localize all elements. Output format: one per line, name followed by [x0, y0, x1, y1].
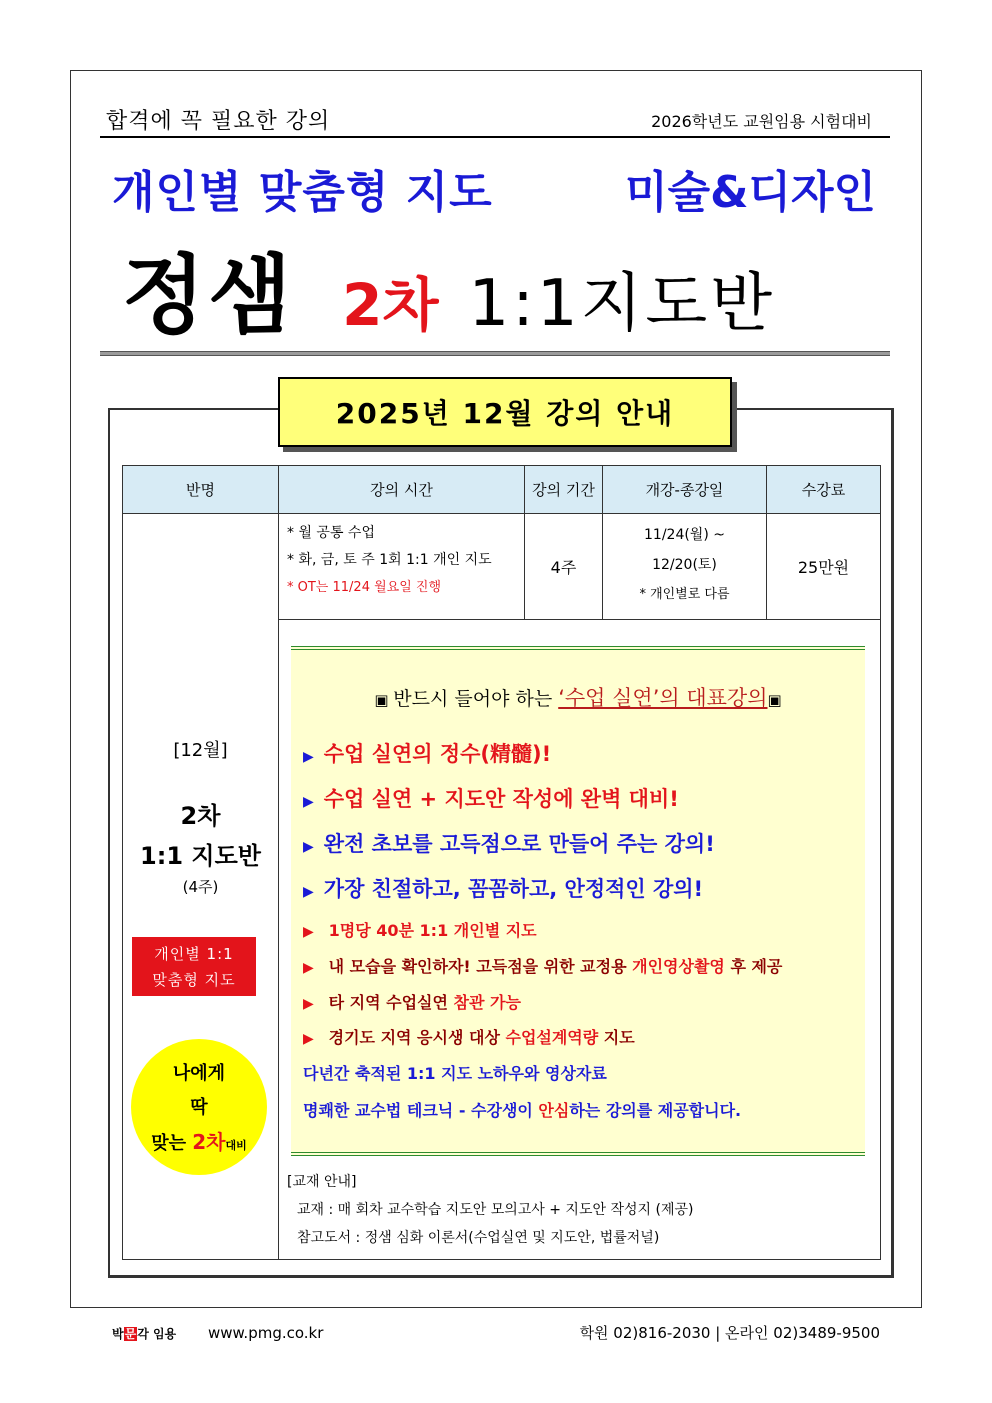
time-line-1: * 월 공통 수업 — [287, 525, 375, 541]
col-header-fee: 수강료 — [767, 466, 881, 514]
class-weeks: (4주) — [182, 878, 219, 896]
main-point-1: ▶ 수업 실연의 정수(精髓)! — [303, 742, 552, 766]
col-header-class: 반명 — [123, 466, 279, 514]
class-month: [12월] — [173, 740, 228, 761]
circle-text-a: 맞는 — [151, 1133, 193, 1154]
highlight-box — [291, 646, 865, 1156]
closing-line-2: 명쾌한 교수법 테크닉 - 수강생이 안심하는 강의를 제공합니다. — [303, 1101, 742, 1120]
circle-text-b: 2차 — [192, 1130, 226, 1154]
start-date: 11/24(월) ~ — [644, 527, 725, 543]
square-icon: ▣ — [374, 691, 394, 709]
col-header-date: 개강-종강일 — [603, 466, 767, 514]
arrow-icon: ▶ — [303, 996, 319, 1012]
circle-text-c: 대비 — [225, 1139, 247, 1152]
exam-year: 2026학년도 교원임용 시험대비 — [651, 112, 872, 131]
sub-point-4: ▶ 경기도 지역 응시생 대상 수업설계역량 지도 — [303, 1028, 635, 1047]
main-point-2: ▶ 수업 실연 + 지도안 작성에 완벽 대비! — [303, 787, 679, 811]
arrow-icon: ▶ — [303, 884, 314, 900]
title-sub: 1:1지도반 — [468, 267, 776, 341]
top-divider — [100, 136, 890, 138]
tagline: 합격에 꼭 필요한 강의 — [106, 109, 331, 134]
arrow-icon: ▶ — [303, 794, 314, 810]
fee-cell: 25만원 — [767, 514, 881, 620]
class-cell — [123, 514, 279, 1260]
textbook-info — [287, 1168, 693, 1252]
end-date: 12/20(토) — [652, 557, 717, 573]
arrow-icon: ▶ — [303, 924, 319, 940]
sub-point-3: ▶ 타 지역 수업실연 참관 가능 — [303, 993, 521, 1012]
square-icon: ▣ — [767, 691, 782, 709]
subtitle-right: 미술&디자인 — [625, 167, 876, 218]
textbook-heading: [교재 안내] — [287, 1174, 357, 1190]
badge-line-2: 맞춤형 지도 — [152, 971, 236, 989]
time-line-2: * 화, 금, 토 주 1회 1:1 개인 지도 — [287, 552, 492, 568]
sub-point-2: ▶ 내 모습을 확인하자! 고득점을 위한 교정용 개인영상촬영 후 제공 — [303, 957, 783, 976]
time-cell — [279, 514, 525, 620]
sub-point-1: ▶ 1명당 40분 1:1 개인별 지도 — [303, 921, 537, 940]
banner: 2025년 12월 강의 안내 — [278, 377, 732, 447]
main-point-3: ▶ 완전 초보를 고득점으로 만들어 주는 강의! — [303, 832, 715, 856]
textbook-item: 교재 : 매 회차 교수학습 지도안 모의고사 + 지도안 작성지 (제공) — [297, 1202, 694, 1218]
arrow-icon: ▶ — [303, 1031, 319, 1047]
date-note: * 개인별로 다름 — [639, 587, 730, 602]
arrow-icon: ▶ — [303, 839, 314, 855]
heading-text-b: ‘수업 실연’의 대표강의 — [558, 686, 768, 710]
class-round: 2차 — [180, 802, 221, 830]
subtitle-left: 개인별 맞춤형 지도 — [112, 167, 493, 218]
table-header-row — [123, 466, 881, 514]
footer-contact: 학원 02)816-2030 | 온라인 02)3489-9500 — [579, 1324, 880, 1342]
circle-line-3 — [131, 1125, 267, 1163]
class-name: 1:1 지도반 — [140, 842, 261, 870]
circle-line-2: 딱 — [190, 1097, 208, 1118]
arrow-icon: ▶ — [303, 960, 319, 976]
closing-line-1: 다년간 축적된 1:1 지도 노하우와 영상자료 — [303, 1064, 607, 1083]
period-cell: 4주 — [525, 514, 603, 620]
heading-text-a: 반드시 들어야 하는 — [393, 688, 559, 710]
circle-line-1: 나에게 — [172, 1063, 226, 1084]
col-header-time: 강의 시간 — [279, 466, 525, 514]
highlight-circle — [131, 1039, 267, 1175]
col-header-period: 강의 기간 — [525, 466, 603, 514]
table-row — [123, 514, 881, 620]
arrow-icon: ▶ — [303, 749, 314, 765]
page-title — [122, 226, 776, 346]
date-cell — [603, 514, 767, 620]
highlight-heading — [291, 682, 865, 712]
schedule-table — [122, 465, 881, 1260]
main-point-4: ▶ 가장 친절하고, 꼼꼼하고, 안정적인 강의! — [303, 877, 704, 901]
reference-item: 참고도서 : 정샘 심화 이론서(수업실연 및 지도안, 법률저널) — [297, 1230, 660, 1246]
brand-logo: 박문각 임용 — [112, 1327, 177, 1341]
personal-badge — [132, 937, 256, 996]
footer-url[interactable]: www.pmg.co.kr — [208, 1324, 324, 1342]
badge-line-1: 개인별 1:1 — [154, 945, 234, 963]
title-divider — [100, 351, 890, 356]
content-cell — [279, 620, 881, 1260]
title-round: 2차 — [342, 271, 439, 339]
time-line-3: * OT는 11/24 월요일 진행 — [287, 580, 442, 595]
title-main: 정샘 — [122, 246, 295, 346]
